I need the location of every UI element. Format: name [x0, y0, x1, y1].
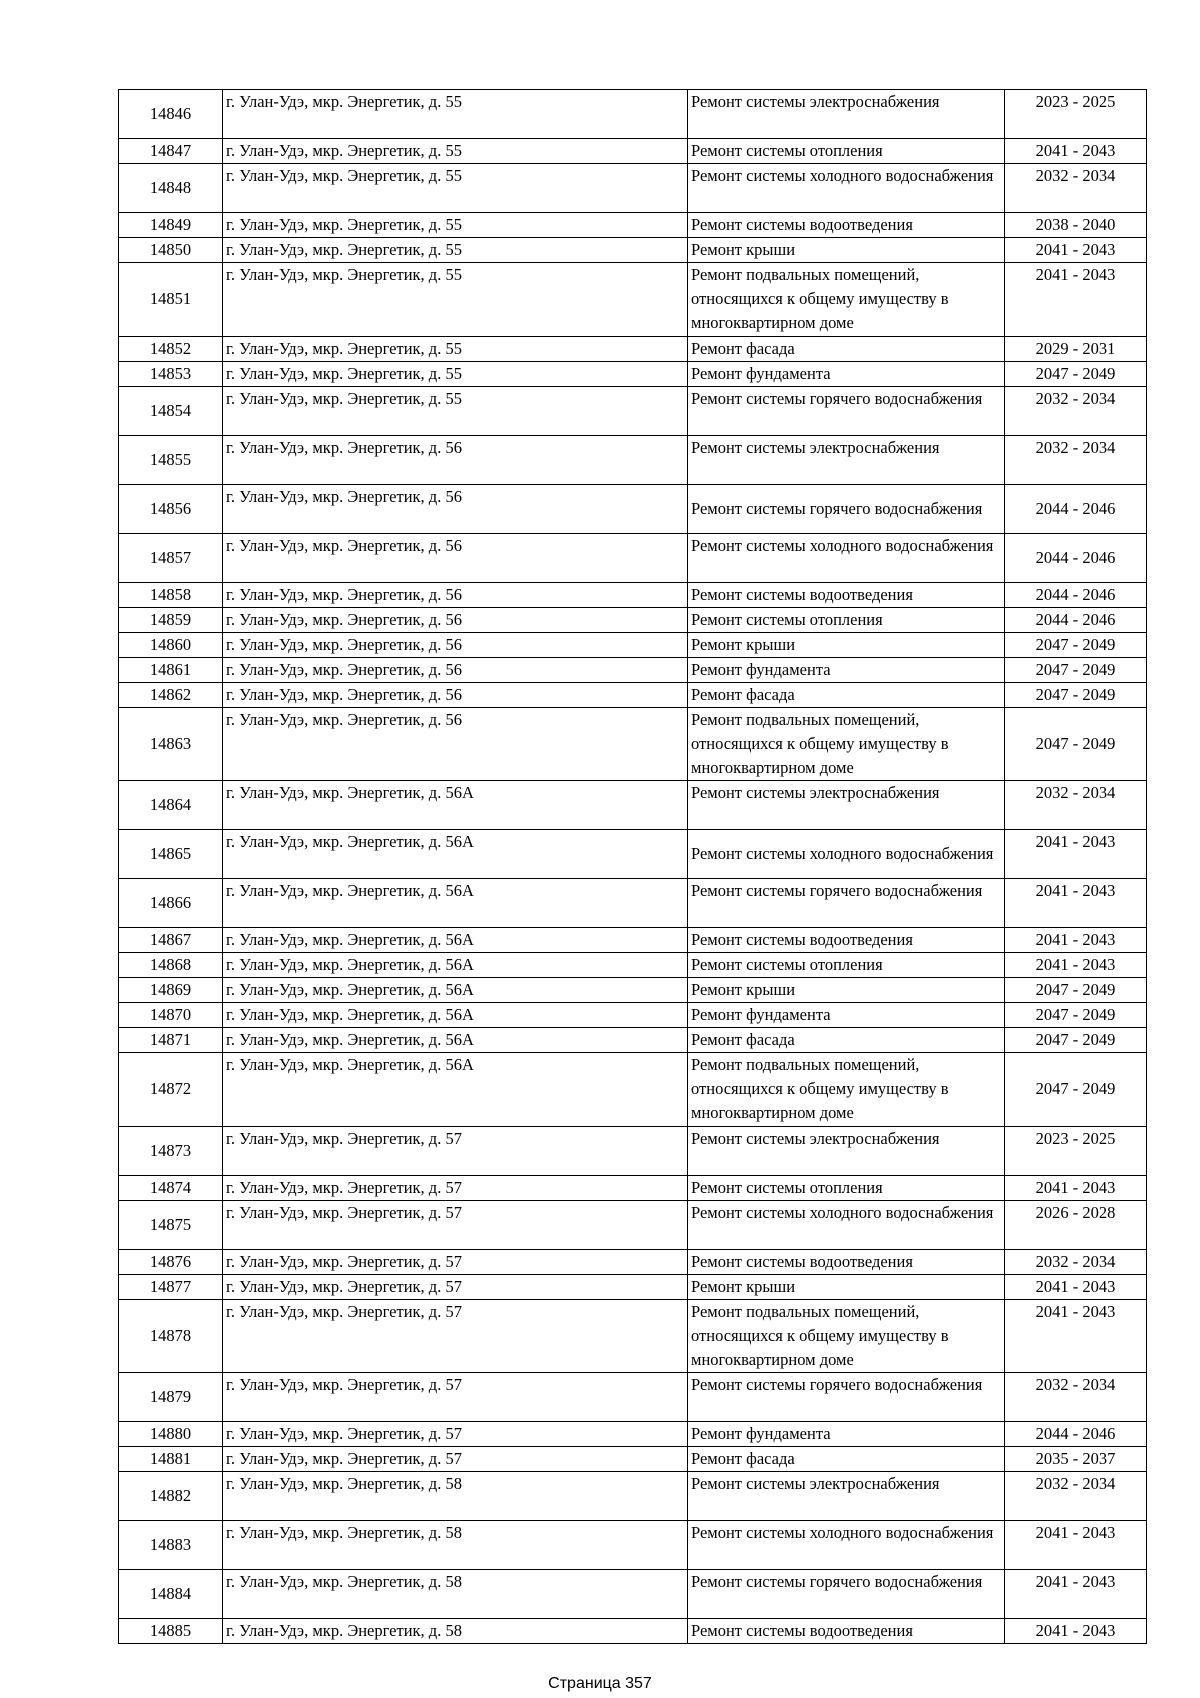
years-cell: 2041 - 2043: [1005, 1619, 1147, 1644]
address-cell: г. Улан-Удэ, мкр. Энергетик, д. 55: [223, 90, 688, 139]
address-cell: г. Улан-Удэ, мкр. Энергетик, д. 56: [223, 533, 688, 582]
years-cell: 2041 - 2043: [1005, 238, 1147, 263]
row-number-cell: 14848: [119, 164, 223, 213]
row-number-cell: 14861: [119, 657, 223, 682]
years-cell: 2041 - 2043: [1005, 1299, 1147, 1373]
work-type-cell: Ремонт фасада: [688, 1447, 1005, 1472]
address-cell: г. Улан-Удэ, мкр. Энергетик, д. 55: [223, 361, 688, 386]
years-cell: 2041 - 2043: [1005, 953, 1147, 978]
row-number-cell: 14855: [119, 435, 223, 484]
years-cell: 2041 - 2043: [1005, 263, 1147, 337]
work-type-cell: Ремонт системы холодного водоснабжения: [688, 1200, 1005, 1249]
years-cell: 2047 - 2049: [1005, 682, 1147, 707]
table-row: [119, 484, 1147, 533]
table-row: [119, 1175, 1147, 1200]
address-cell: г. Улан-Удэ, мкр. Энергетик, д. 55: [223, 164, 688, 213]
row-number-cell: 14884: [119, 1570, 223, 1619]
years-cell: 2041 - 2043: [1005, 830, 1147, 879]
years-cell: 2041 - 2043: [1005, 879, 1147, 928]
years-cell: 2032 - 2034: [1005, 386, 1147, 435]
years-cell: 2035 - 2037: [1005, 1447, 1147, 1472]
table-row: [119, 781, 1147, 830]
address-cell: г. Улан-Удэ, мкр. Энергетик, д. 58: [223, 1521, 688, 1570]
table-row: [119, 263, 1147, 337]
work-type-cell: Ремонт крыши: [688, 1274, 1005, 1299]
row-number-cell: 14866: [119, 879, 223, 928]
years-cell: 2047 - 2049: [1005, 632, 1147, 657]
row-number-cell: 14880: [119, 1422, 223, 1447]
row-number-cell: 14850: [119, 238, 223, 263]
work-type-cell: Ремонт системы электроснабжения: [688, 90, 1005, 139]
address-cell: г. Улан-Удэ, мкр. Энергетик, д. 57: [223, 1299, 688, 1373]
work-type-cell: Ремонт фундамента: [688, 1003, 1005, 1028]
work-type-cell: Ремонт подвальных помещений, относящихся к общему имуществу в многоквартирном доме: [688, 707, 1005, 781]
years-cell: 2047 - 2049: [1005, 707, 1147, 781]
table-row: [119, 953, 1147, 978]
work-type-cell: Ремонт системы холодного водоснабжения: [688, 1521, 1005, 1570]
work-type-cell: Ремонт системы электроснабжения: [688, 435, 1005, 484]
work-type-cell: Ремонт системы водоотведения: [688, 928, 1005, 953]
work-type-cell: Ремонт крыши: [688, 978, 1005, 1003]
row-number-cell: 14879: [119, 1373, 223, 1422]
row-number-cell: 14864: [119, 781, 223, 830]
work-type-cell: Ремонт фундамента: [688, 657, 1005, 682]
years-cell: 2044 - 2046: [1005, 582, 1147, 607]
address-cell: г. Улан-Удэ, мкр. Энергетик, д. 56А: [223, 1028, 688, 1053]
row-number-cell: 14863: [119, 707, 223, 781]
years-cell: 2038 - 2040: [1005, 213, 1147, 238]
address-cell: г. Улан-Удэ, мкр. Энергетик, д. 56А: [223, 953, 688, 978]
work-type-cell: Ремонт системы водоотведения: [688, 213, 1005, 238]
address-cell: г. Улан-Удэ, мкр. Энергетик, д. 58: [223, 1570, 688, 1619]
address-cell: г. Улан-Удэ, мкр. Энергетик, д. 57: [223, 1373, 688, 1422]
address-cell: г. Улан-Удэ, мкр. Энергетик, д. 56А: [223, 830, 688, 879]
table-row: [119, 978, 1147, 1003]
table-row: [119, 1570, 1147, 1619]
work-type-cell: Ремонт системы холодного водоснабжения: [688, 830, 1005, 879]
row-number-cell: 14862: [119, 682, 223, 707]
years-cell: 2041 - 2043: [1005, 1570, 1147, 1619]
row-number-cell: 14869: [119, 978, 223, 1003]
work-type-cell: Ремонт фасада: [688, 1028, 1005, 1053]
years-cell: 2047 - 2049: [1005, 657, 1147, 682]
work-type-cell: Ремонт системы водоотведения: [688, 1619, 1005, 1644]
table-row: [119, 435, 1147, 484]
table-row: [119, 657, 1147, 682]
address-cell: г. Улан-Удэ, мкр. Энергетик, д. 56: [223, 582, 688, 607]
years-cell: 2044 - 2046: [1005, 533, 1147, 582]
address-cell: г. Улан-Удэ, мкр. Энергетик, д. 58: [223, 1472, 688, 1521]
row-number-cell: 14876: [119, 1249, 223, 1274]
address-cell: г. Улан-Удэ, мкр. Энергетик, д. 55: [223, 213, 688, 238]
table-row: [119, 1003, 1147, 1028]
work-type-cell: Ремонт системы горячего водоснабжения: [688, 879, 1005, 928]
work-type-cell: Ремонт системы горячего водоснабжения: [688, 1570, 1005, 1619]
work-type-cell: Ремонт крыши: [688, 632, 1005, 657]
work-type-cell: Ремонт системы отопления: [688, 1175, 1005, 1200]
years-cell: 2041 - 2043: [1005, 1274, 1147, 1299]
row-number-cell: 14857: [119, 533, 223, 582]
years-cell: 2044 - 2046: [1005, 484, 1147, 533]
work-type-cell: Ремонт системы водоотведения: [688, 582, 1005, 607]
table-row: [119, 1274, 1147, 1299]
years-cell: 2023 - 2025: [1005, 90, 1147, 139]
work-type-cell: Ремонт фасада: [688, 336, 1005, 361]
address-cell: г. Улан-Удэ, мкр. Энергетик, д. 56: [223, 632, 688, 657]
address-cell: г. Улан-Удэ, мкр. Энергетик, д. 56А: [223, 1003, 688, 1028]
row-number-cell: 14858: [119, 582, 223, 607]
table-row: [119, 1472, 1147, 1521]
table-row: [119, 928, 1147, 953]
address-cell: г. Улан-Удэ, мкр. Энергетик, д. 55: [223, 139, 688, 164]
work-type-cell: Ремонт системы отопления: [688, 139, 1005, 164]
years-cell: 2041 - 2043: [1005, 928, 1147, 953]
work-type-cell: Ремонт подвальных помещений, относящихся к общему имуществу в многоквартирном доме: [688, 263, 1005, 337]
work-type-cell: Ремонт системы электроснабжения: [688, 781, 1005, 830]
work-type-cell: Ремонт крыши: [688, 238, 1005, 263]
years-cell: 2023 - 2025: [1005, 1126, 1147, 1175]
years-cell: 2047 - 2049: [1005, 1003, 1147, 1028]
row-number-cell: 14851: [119, 263, 223, 337]
row-number-cell: 14873: [119, 1126, 223, 1175]
work-type-cell: Ремонт подвальных помещений, относящихся к общему имуществу в многоквартирном доме: [688, 1053, 1005, 1127]
address-cell: г. Улан-Удэ, мкр. Энергетик, д. 56: [223, 707, 688, 781]
table-row: [119, 830, 1147, 879]
row-number-cell: 14870: [119, 1003, 223, 1028]
years-cell: 2041 - 2043: [1005, 1521, 1147, 1570]
address-cell: г. Улан-Удэ, мкр. Энергетик, д. 56А: [223, 879, 688, 928]
row-number-cell: 14847: [119, 139, 223, 164]
table-row: [119, 386, 1147, 435]
work-type-cell: Ремонт фасада: [688, 682, 1005, 707]
work-type-cell: Ремонт системы горячего водоснабжения: [688, 484, 1005, 533]
address-cell: г. Улан-Удэ, мкр. Энергетик, д. 58: [223, 1619, 688, 1644]
years-cell: 2047 - 2049: [1005, 1053, 1147, 1127]
row-number-cell: 14854: [119, 386, 223, 435]
address-cell: г. Улан-Удэ, мкр. Энергетик, д. 57: [223, 1126, 688, 1175]
row-number-cell: 14872: [119, 1053, 223, 1127]
work-type-cell: Ремонт системы водоотведения: [688, 1249, 1005, 1274]
table-row: [119, 139, 1147, 164]
years-cell: 2044 - 2046: [1005, 1422, 1147, 1447]
years-cell: 2047 - 2049: [1005, 361, 1147, 386]
table-row: [119, 582, 1147, 607]
years-cell: 2032 - 2034: [1005, 1373, 1147, 1422]
row-number-cell: 14883: [119, 1521, 223, 1570]
row-number-cell: 14874: [119, 1175, 223, 1200]
years-cell: 2032 - 2034: [1005, 435, 1147, 484]
years-cell: 2032 - 2034: [1005, 1249, 1147, 1274]
row-number-cell: 14856: [119, 484, 223, 533]
years-cell: 2041 - 2043: [1005, 1175, 1147, 1200]
address-cell: г. Улан-Удэ, мкр. Энергетик, д. 55: [223, 386, 688, 435]
row-number-cell: 14868: [119, 953, 223, 978]
table-row: [119, 1447, 1147, 1472]
address-cell: г. Улан-Удэ, мкр. Энергетик, д. 56: [223, 607, 688, 632]
address-cell: г. Улан-Удэ, мкр. Энергетик, д. 55: [223, 336, 688, 361]
work-type-cell: Ремонт системы электроснабжения: [688, 1472, 1005, 1521]
work-type-cell: Ремонт фундамента: [688, 1422, 1005, 1447]
address-cell: г. Улан-Удэ, мкр. Энергетик, д. 57: [223, 1422, 688, 1447]
years-cell: 2032 - 2034: [1005, 164, 1147, 213]
address-cell: г. Улан-Удэ, мкр. Энергетик, д. 56А: [223, 781, 688, 830]
work-type-cell: Ремонт подвальных помещений, относящихся к общему имуществу в многоквартирном доме: [688, 1299, 1005, 1373]
table-row: [119, 1619, 1147, 1644]
table-row: [119, 1028, 1147, 1053]
table-body: [119, 90, 1147, 1644]
work-type-cell: Ремонт системы горячего водоснабжения: [688, 1373, 1005, 1422]
table-row: [119, 1053, 1147, 1127]
row-number-cell: 14882: [119, 1472, 223, 1521]
table-row: [119, 632, 1147, 657]
address-cell: г. Улан-Удэ, мкр. Энергетик, д. 56: [223, 484, 688, 533]
address-cell: г. Улан-Удэ, мкр. Энергетик, д. 56А: [223, 978, 688, 1003]
years-cell: 2047 - 2049: [1005, 978, 1147, 1003]
work-type-cell: Ремонт системы отопления: [688, 607, 1005, 632]
row-number-cell: 14878: [119, 1299, 223, 1373]
row-number-cell: 14881: [119, 1447, 223, 1472]
table-row: [119, 336, 1147, 361]
address-cell: г. Улан-Удэ, мкр. Энергетик, д. 57: [223, 1274, 688, 1299]
row-number-cell: 14846: [119, 90, 223, 139]
address-cell: г. Улан-Удэ, мкр. Энергетик, д. 57: [223, 1175, 688, 1200]
repair-schedule-table: [118, 89, 1147, 1644]
row-number-cell: 14871: [119, 1028, 223, 1053]
address-cell: г. Улан-Удэ, мкр. Энергетик, д. 55: [223, 238, 688, 263]
table-row: [119, 1373, 1147, 1422]
address-cell: г. Улан-Удэ, мкр. Энергетик, д. 57: [223, 1249, 688, 1274]
table-row: [119, 90, 1147, 139]
work-type-cell: Ремонт фундамента: [688, 361, 1005, 386]
address-cell: г. Улан-Удэ, мкр. Энергетик, д. 57: [223, 1447, 688, 1472]
row-number-cell: 14849: [119, 213, 223, 238]
work-type-cell: Ремонт системы холодного водоснабжения: [688, 164, 1005, 213]
years-cell: 2044 - 2046: [1005, 607, 1147, 632]
address-cell: г. Улан-Удэ, мкр. Энергетик, д. 57: [223, 1200, 688, 1249]
years-cell: 2047 - 2049: [1005, 1028, 1147, 1053]
table-row: [119, 164, 1147, 213]
table-row: [119, 1521, 1147, 1570]
table-row: [119, 607, 1147, 632]
row-number-cell: 14860: [119, 632, 223, 657]
work-type-cell: Ремонт системы отопления: [688, 953, 1005, 978]
work-type-cell: Ремонт системы электроснабжения: [688, 1126, 1005, 1175]
address-cell: г. Улан-Удэ, мкр. Энергетик, д. 56А: [223, 928, 688, 953]
address-cell: г. Улан-Удэ, мкр. Энергетик, д. 56: [223, 682, 688, 707]
table-row: [119, 1422, 1147, 1447]
table-row: [119, 1126, 1147, 1175]
work-type-cell: Ремонт системы холодного водоснабжения: [688, 533, 1005, 582]
years-cell: 2032 - 2034: [1005, 1472, 1147, 1521]
table-row: [119, 1249, 1147, 1274]
row-number-cell: 14859: [119, 607, 223, 632]
row-number-cell: 14885: [119, 1619, 223, 1644]
table-row: [119, 533, 1147, 582]
address-cell: г. Улан-Удэ, мкр. Энергетик, д. 56А: [223, 1053, 688, 1127]
years-cell: 2029 - 2031: [1005, 336, 1147, 361]
table-row: [119, 1299, 1147, 1373]
row-number-cell: 14877: [119, 1274, 223, 1299]
table-row: [119, 361, 1147, 386]
address-cell: г. Улан-Удэ, мкр. Энергетик, д. 56: [223, 435, 688, 484]
table-row: [119, 707, 1147, 781]
row-number-cell: 14875: [119, 1200, 223, 1249]
row-number-cell: 14867: [119, 928, 223, 953]
page-footer: Страница 357: [548, 1675, 652, 1692]
table-row: [119, 1200, 1147, 1249]
work-type-cell: Ремонт системы горячего водоснабжения: [688, 386, 1005, 435]
address-cell: г. Улан-Удэ, мкр. Энергетик, д. 56: [223, 657, 688, 682]
table-row: [119, 682, 1147, 707]
row-number-cell: 14853: [119, 361, 223, 386]
years-cell: 2032 - 2034: [1005, 781, 1147, 830]
row-number-cell: 14852: [119, 336, 223, 361]
years-cell: 2041 - 2043: [1005, 139, 1147, 164]
address-cell: г. Улан-Удэ, мкр. Энергетик, д. 55: [223, 263, 688, 337]
years-cell: 2026 - 2028: [1005, 1200, 1147, 1249]
table-row: [119, 213, 1147, 238]
table-row: [119, 879, 1147, 928]
table-row: [119, 238, 1147, 263]
row-number-cell: 14865: [119, 830, 223, 879]
